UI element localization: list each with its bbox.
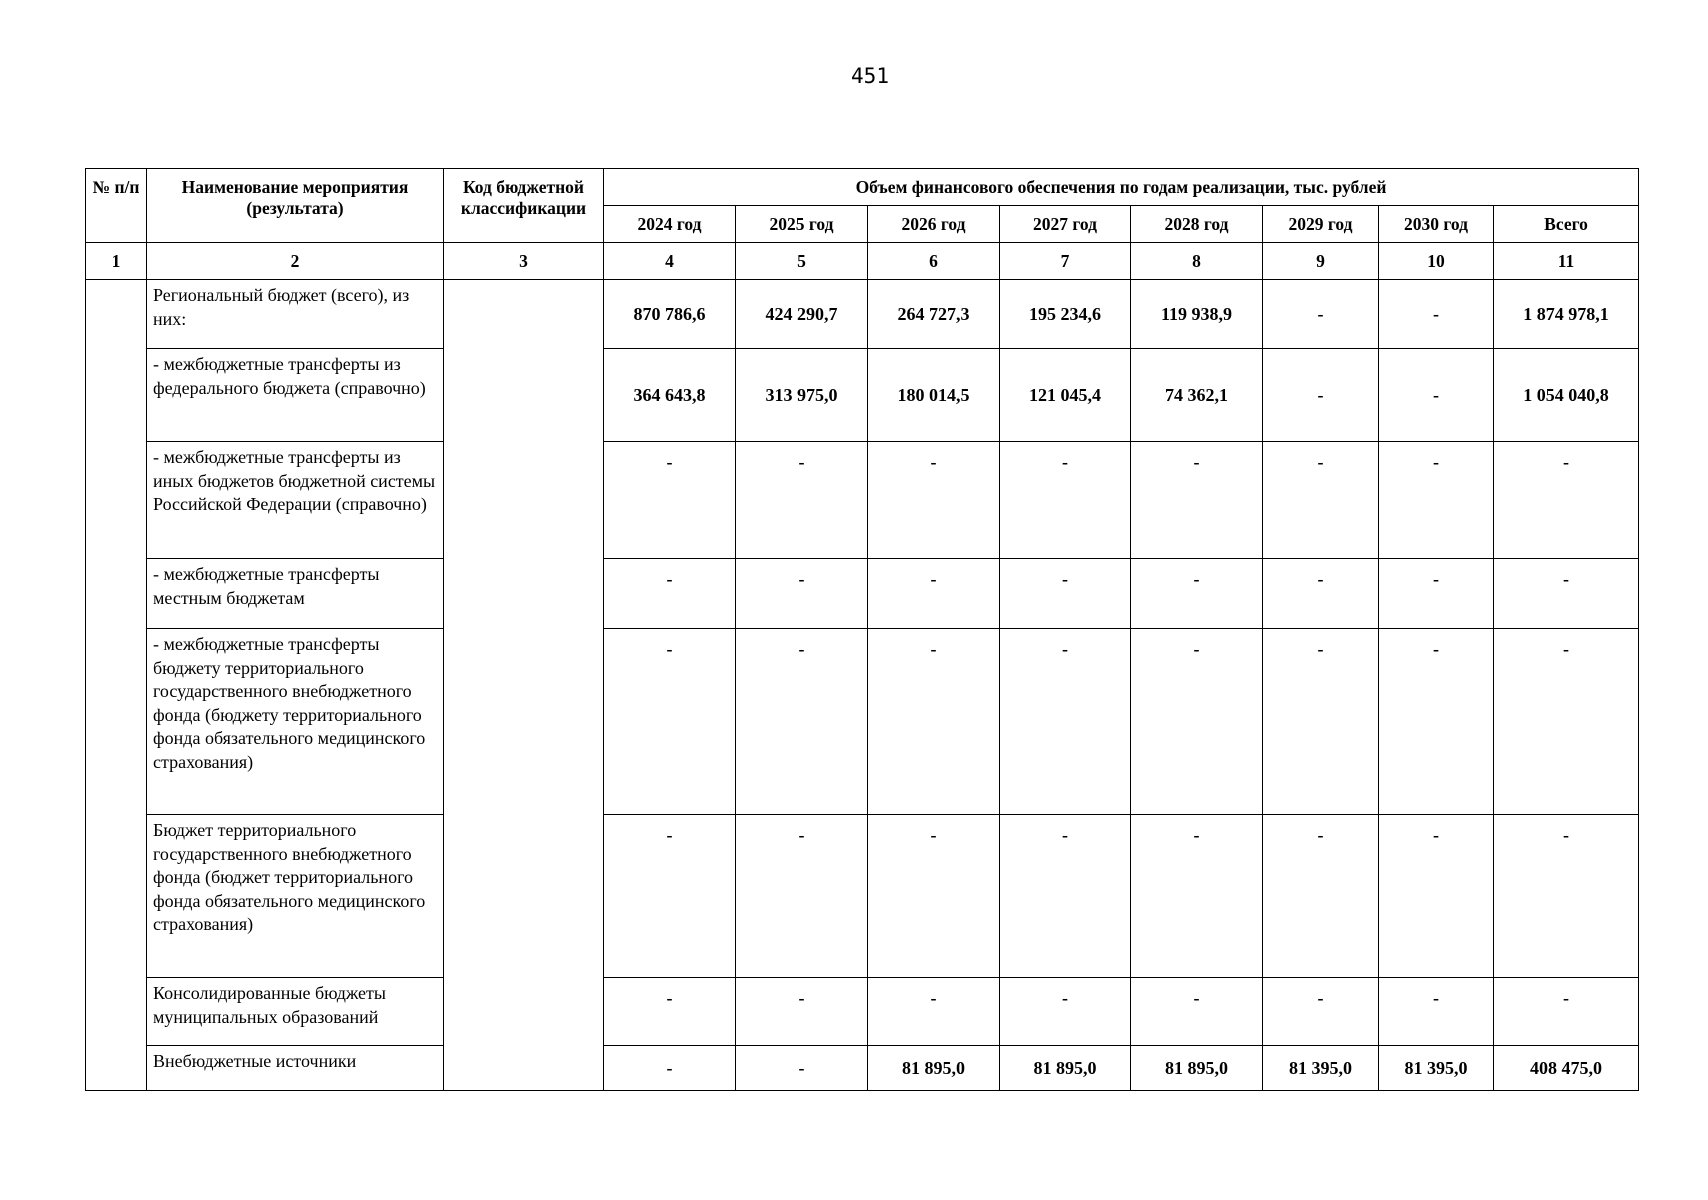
value-cell: 424 290,7 <box>736 280 868 349</box>
row-name: Бюджет территориального государственного внебюджетного фонда (бюджет территориального фонда обязательного медицинского страхования) <box>147 815 444 978</box>
column-number: 6 <box>868 243 1000 280</box>
value-cell: - <box>1379 349 1494 442</box>
value-cell: - <box>1131 559 1263 629</box>
value-cell: - <box>736 559 868 629</box>
value-cell: - <box>1263 559 1379 629</box>
header-year: 2027 год <box>1000 206 1131 243</box>
table-row <box>86 559 1639 629</box>
row-name: Внебюджетные источники <box>147 1046 444 1091</box>
value-cell: - <box>1131 815 1263 978</box>
value-cell: - <box>1263 349 1379 442</box>
header-year: 2029 год <box>1263 206 1379 243</box>
value-cell: 264 727,3 <box>868 280 1000 349</box>
column-number: 10 <box>1379 243 1494 280</box>
total-cell: - <box>1494 978 1639 1046</box>
value-cell: - <box>1263 978 1379 1046</box>
value-cell: - <box>736 815 868 978</box>
value-cell: - <box>1000 442 1131 559</box>
row-name: - межбюджетные трансферты из федерального бюджета (справочно) <box>147 349 444 442</box>
row-name: Региональный бюджет (всего), из них: <box>147 280 444 349</box>
value-cell: - <box>1000 815 1131 978</box>
value-cell: - <box>736 1046 868 1091</box>
header-name: Наименование мероприятия (результата) <box>147 169 444 243</box>
row-name: - межбюджетные трансферты бюджету территориального государственного внебюджетного фонда (бюджету территориального фонда обязательного медицинского страхования) <box>147 629 444 815</box>
header-year: 2030 год <box>1379 206 1494 243</box>
value-cell: 119 938,9 <box>1131 280 1263 349</box>
header-num: № п/п <box>86 169 147 243</box>
value-cell: 81 395,0 <box>1379 1046 1494 1091</box>
value-cell: - <box>736 442 868 559</box>
value-cell: 313 975,0 <box>736 349 868 442</box>
table-row <box>86 1046 1639 1091</box>
total-cell: - <box>1494 442 1639 559</box>
value-cell: 180 014,5 <box>868 349 1000 442</box>
value-cell: 195 234,6 <box>1000 280 1131 349</box>
column-number: 3 <box>444 243 604 280</box>
column-number: 8 <box>1131 243 1263 280</box>
header-year: 2026 год <box>868 206 1000 243</box>
value-cell: - <box>1131 629 1263 815</box>
value-cell: - <box>1379 815 1494 978</box>
value-cell: 870 786,6 <box>604 280 736 349</box>
value-cell: - <box>736 629 868 815</box>
value-cell: - <box>736 978 868 1046</box>
total-cell: 408 475,0 <box>1494 1046 1639 1091</box>
value-cell: - <box>1379 629 1494 815</box>
value-cell: 81 895,0 <box>1131 1046 1263 1091</box>
value-cell: - <box>1000 978 1131 1046</box>
header-code: Код бюджетной классификации <box>444 169 604 243</box>
header-volume: Объем финансового обеспечения по годам реализации, тыс. рублей <box>604 169 1639 206</box>
column-number: 9 <box>1263 243 1379 280</box>
total-cell: 1 054 040,8 <box>1494 349 1639 442</box>
table-row <box>86 815 1639 978</box>
header-year: 2024 год <box>604 206 736 243</box>
value-cell: - <box>1263 442 1379 559</box>
column-number: 2 <box>147 243 444 280</box>
value-cell: - <box>868 629 1000 815</box>
value-cell: 121 045,4 <box>1000 349 1131 442</box>
total-cell: - <box>1494 815 1639 978</box>
value-cell: - <box>868 978 1000 1046</box>
table-row <box>86 280 1639 349</box>
value-cell: 81 895,0 <box>1000 1046 1131 1091</box>
row-number-cell <box>86 280 147 1091</box>
value-cell: - <box>1000 559 1131 629</box>
row-name: - межбюджетные трансферты из иных бюджетов бюджетной системы Российской Федерации (справочно) <box>147 442 444 559</box>
page-number: 451 <box>851 64 889 88</box>
value-cell: - <box>1131 442 1263 559</box>
value-cell: - <box>604 629 736 815</box>
column-number: 5 <box>736 243 868 280</box>
budget-code-cell <box>444 280 604 1091</box>
total-cell: - <box>1494 629 1639 815</box>
value-cell: 81 395,0 <box>1263 1046 1379 1091</box>
table-row <box>86 349 1639 442</box>
row-name: Консолидированные бюджеты муниципальных образований <box>147 978 444 1046</box>
header-total: Всего <box>1494 206 1639 243</box>
column-number: 11 <box>1494 243 1639 280</box>
row-name: - межбюджетные трансферты местным бюджетам <box>147 559 444 629</box>
table-row <box>86 629 1639 815</box>
value-cell: - <box>1263 629 1379 815</box>
value-cell: - <box>604 978 736 1046</box>
budget-table <box>85 168 1639 1091</box>
value-cell: 81 895,0 <box>868 1046 1000 1091</box>
value-cell: - <box>604 1046 736 1091</box>
table-row <box>86 442 1639 559</box>
value-cell: - <box>1379 280 1494 349</box>
header-year: 2028 год <box>1131 206 1263 243</box>
column-number: 7 <box>1000 243 1131 280</box>
value-cell: - <box>604 442 736 559</box>
column-number: 4 <box>604 243 736 280</box>
header-year: 2025 год <box>736 206 868 243</box>
table-row <box>86 978 1639 1046</box>
column-number: 1 <box>86 243 147 280</box>
value-cell: - <box>1263 815 1379 978</box>
value-cell: 364 643,8 <box>604 349 736 442</box>
value-cell: - <box>1379 442 1494 559</box>
total-cell: - <box>1494 559 1639 629</box>
value-cell: - <box>1263 280 1379 349</box>
value-cell: - <box>1379 559 1494 629</box>
value-cell: - <box>604 815 736 978</box>
value-cell: - <box>868 442 1000 559</box>
value-cell: - <box>604 559 736 629</box>
total-cell: 1 874 978,1 <box>1494 280 1639 349</box>
value-cell: - <box>1131 978 1263 1046</box>
value-cell: - <box>1000 629 1131 815</box>
value-cell: - <box>868 559 1000 629</box>
value-cell: 74 362,1 <box>1131 349 1263 442</box>
value-cell: - <box>868 815 1000 978</box>
value-cell: - <box>1379 978 1494 1046</box>
